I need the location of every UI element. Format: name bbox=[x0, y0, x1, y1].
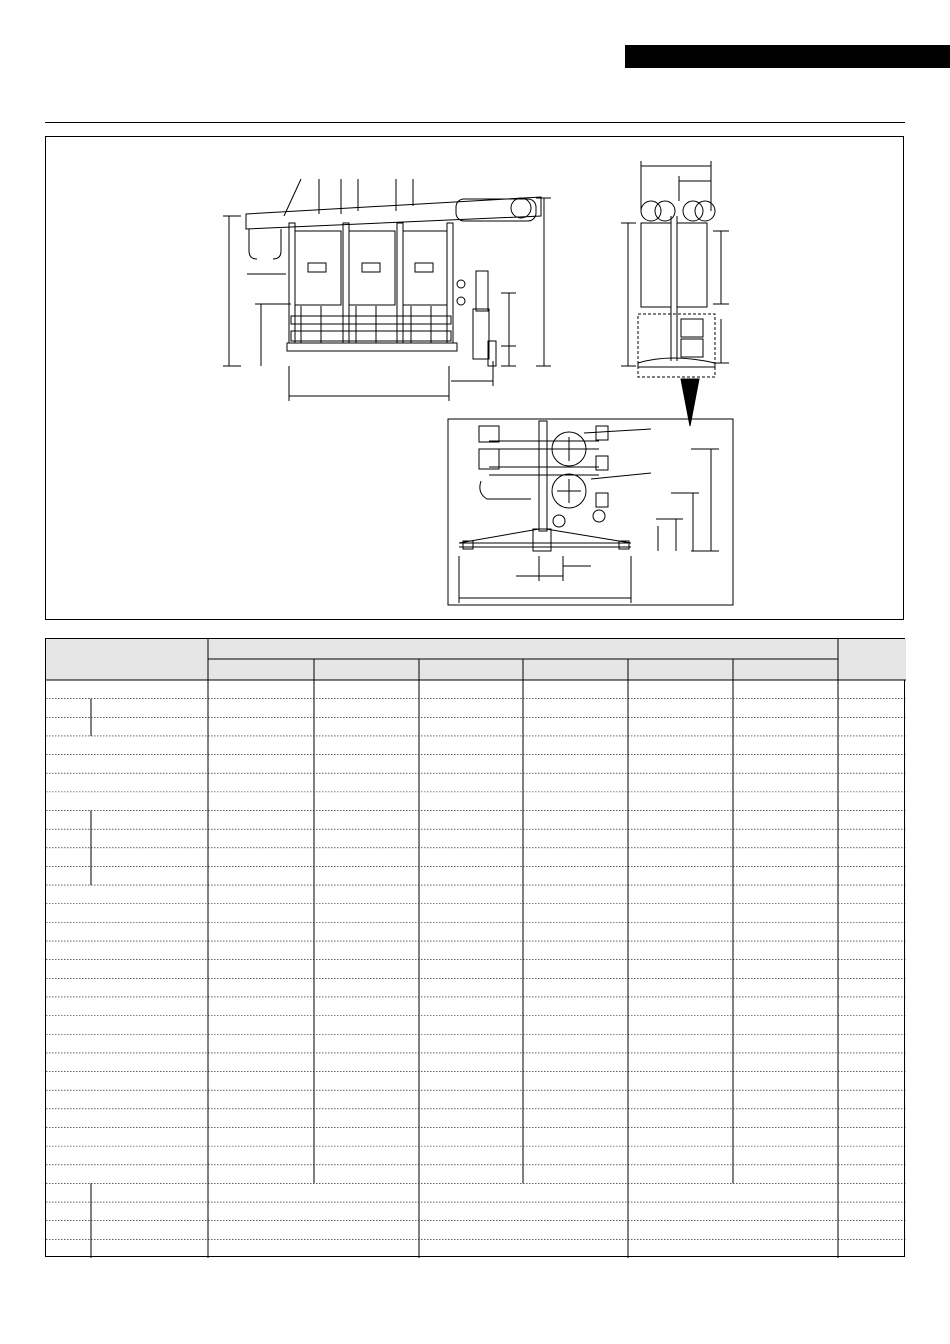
side-view bbox=[621, 161, 729, 426]
specification-table-grid bbox=[46, 639, 906, 1258]
detail-view bbox=[448, 419, 733, 605]
section-header-bar bbox=[625, 45, 950, 68]
front-view bbox=[223, 179, 551, 401]
specification-table bbox=[45, 638, 905, 1257]
dimension-drawing-frame bbox=[45, 136, 904, 620]
dimension-drawing bbox=[46, 137, 905, 621]
title-rule bbox=[45, 122, 905, 123]
